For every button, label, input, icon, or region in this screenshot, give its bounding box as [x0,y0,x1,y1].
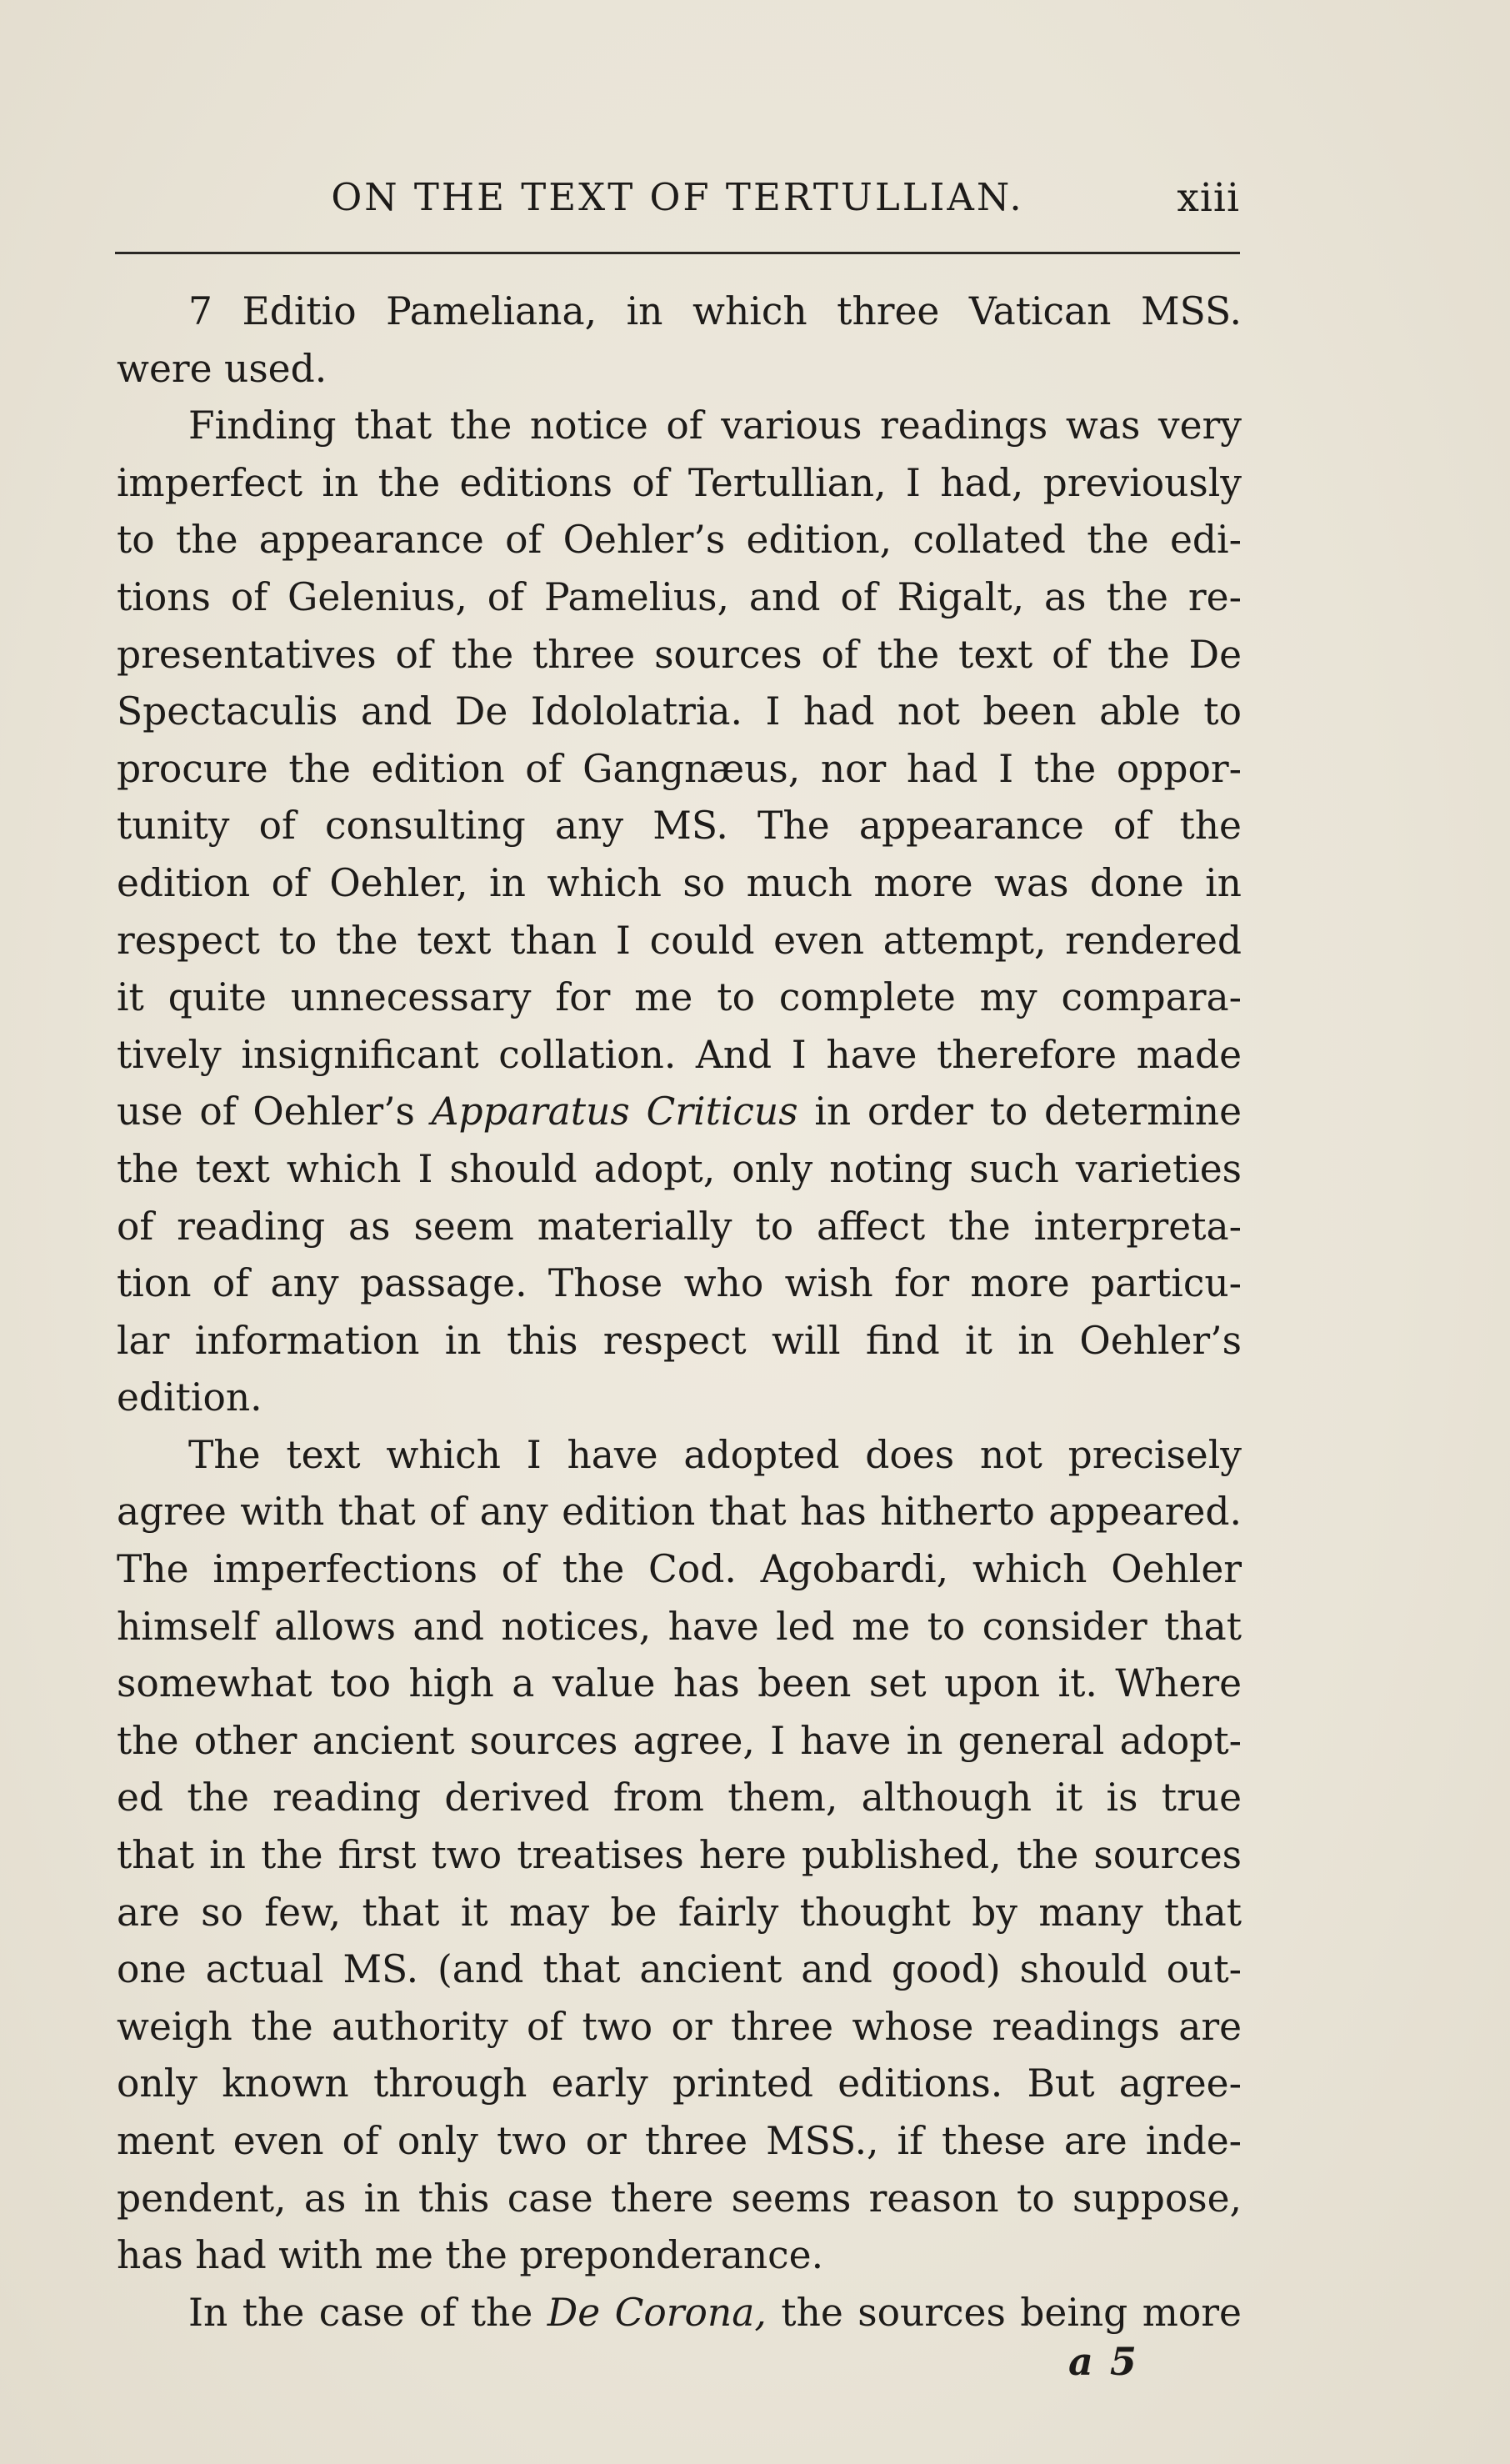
text-line: were used. [117,346,328,391]
text-line: it quite unnecessary for me to complete my compara- [117,975,1242,1020]
signature-mark: a 5 [1068,2339,1138,2384]
text-line [117,2285,1242,2342]
running-title: ON THE TEXT OF TERTULLIAN. [331,175,1024,219]
text-line: himself allows and notices, have led me to consider that [117,1604,1242,1649]
text-line: the other ancient sources agree, I have in general adopt- [117,1718,1242,1763]
text-line: the text which I should adopt, only noting such varieties [117,1146,1242,1191]
text-line: agree with that of any edition that has hitherto appeared. [117,1490,1242,1535]
text-line: pendent, as in this case there seems reason to suppose, [117,2176,1242,2221]
text-line: The text which I have adopted does not precisely [188,1432,1242,1477]
text-line: ment even of only two or three MSS., if these are inde- [117,2119,1242,2163]
text-line: tunity of consulting any MS. The appearance of the [117,804,1242,849]
text-line: tions of Gelenius, of Pamelius, and of Rigalt, as the re- [117,574,1242,619]
text-line: presentatives of the three sources of the text of the De [117,632,1242,677]
text-run: in order to determine [798,1089,1242,1134]
text-line: ed the reading derived from them, although it is true [117,1775,1242,1820]
text-line: imperfect in the editions of Tertullian, I had, previously [117,460,1242,505]
text-line: 7 Editio Pameliana, in which three Vatican MSS. [188,289,1242,333]
text-line: tion of any passage. Those who wish for more particu- [117,1261,1242,1306]
italic-title: De Corona, [547,2290,767,2335]
page-number: xiii [1177,175,1240,221]
italic-title: Apparatus Criticus [431,1089,798,1134]
text-run: In the case of the [188,2290,548,2335]
text-line: edition of Oehler, in which so much more was done in [117,860,1242,905]
text-line: only known through early printed editions. But agree- [117,2061,1242,2106]
text-line: respect to the text than I could even attempt, rendered [117,918,1242,963]
text-line: Spectaculis and De Idololatria. I had not been able to [117,689,1242,734]
text-line: one actual MS. (and that ancient and good) should out- [117,1947,1242,1992]
text-line: edition. [117,1375,262,1420]
text-line: to the appearance of Oehler’s edition, collated the edi- [117,518,1242,563]
text-line: has had with me the preponderance. [117,2233,824,2278]
text-line: weigh the authority of two or three whose readings are [117,2004,1242,2049]
text-line: somewhat too high a value has been set upon it. Where [117,1661,1242,1706]
text-line: of reading as seem materially to affect the interpreta- [117,1204,1242,1249]
text-run: the sources being more [766,2290,1242,2335]
text-line: that in the first two treatises here published, the sources [117,1833,1242,1878]
text-line: Finding that the notice of various readings was very [188,403,1242,448]
text-line: procure the edition of Gangnæus, nor had I the oppor- [117,746,1242,791]
text-line: lar information in this respect will find it in Oehler’s [117,1318,1242,1363]
text-line: are so few, that it may be fairly thought by many that [117,1890,1242,1935]
header-rule [115,252,1240,254]
running-head [115,175,1240,225]
text-run: use of Oehler’s [117,1089,432,1134]
text-line: tively insignificant collation. And I have therefore made [117,1032,1242,1077]
text-line: The imperfections of the Cod. Agobardi, which Oehler [117,1547,1242,1592]
text-line [117,1084,1242,1141]
body-text [117,283,1242,2341]
